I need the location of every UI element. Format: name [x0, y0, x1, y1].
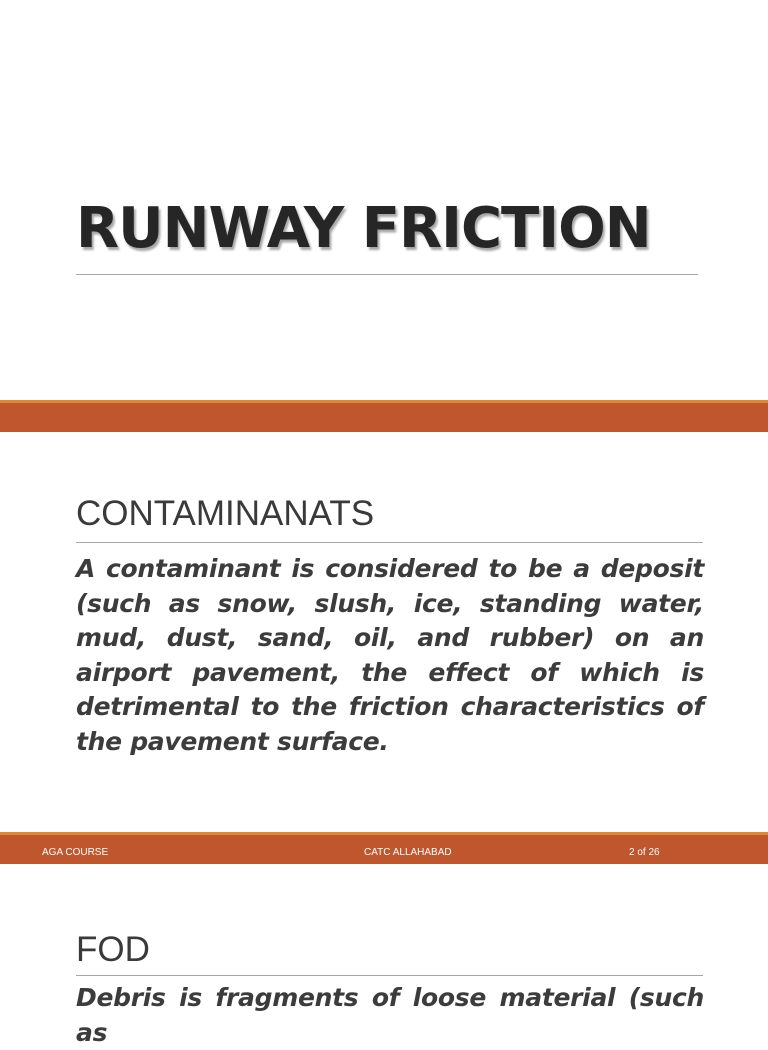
slide-footer-band — [0, 832, 768, 864]
slide-contaminants — [0, 432, 768, 832]
footer-organization-label: CATC ALLAHABAD — [364, 847, 452, 858]
contaminants-body: A contaminant is considered to be a deposit (such as snow, slush, ice, standing water, mud, dust, sand, oil, and rubber) on an airport pavement, the effect of which is detrimental to the friction characteristics of the pavement surface. — [76, 554, 704, 756]
slide-title — [0, 0, 768, 400]
slide-fod — [0, 864, 768, 1047]
fod-body: Debris is fragments of loose material (such as — [76, 983, 704, 1047]
fod-heading: FOD — [76, 930, 150, 969]
contaminants-heading-underline — [76, 542, 703, 543]
slide-separator-band — [0, 400, 768, 432]
fod-heading-underline — [76, 975, 703, 976]
footer-course-label: AGA COURSE — [42, 847, 109, 858]
title-underline — [76, 274, 698, 275]
slide-title-heading: RUNWAY FRICTION — [76, 196, 651, 261]
contaminants-heading: CONTAMINANATS — [76, 494, 375, 533]
footer-page-number: 2 of 26 — [629, 847, 660, 858]
